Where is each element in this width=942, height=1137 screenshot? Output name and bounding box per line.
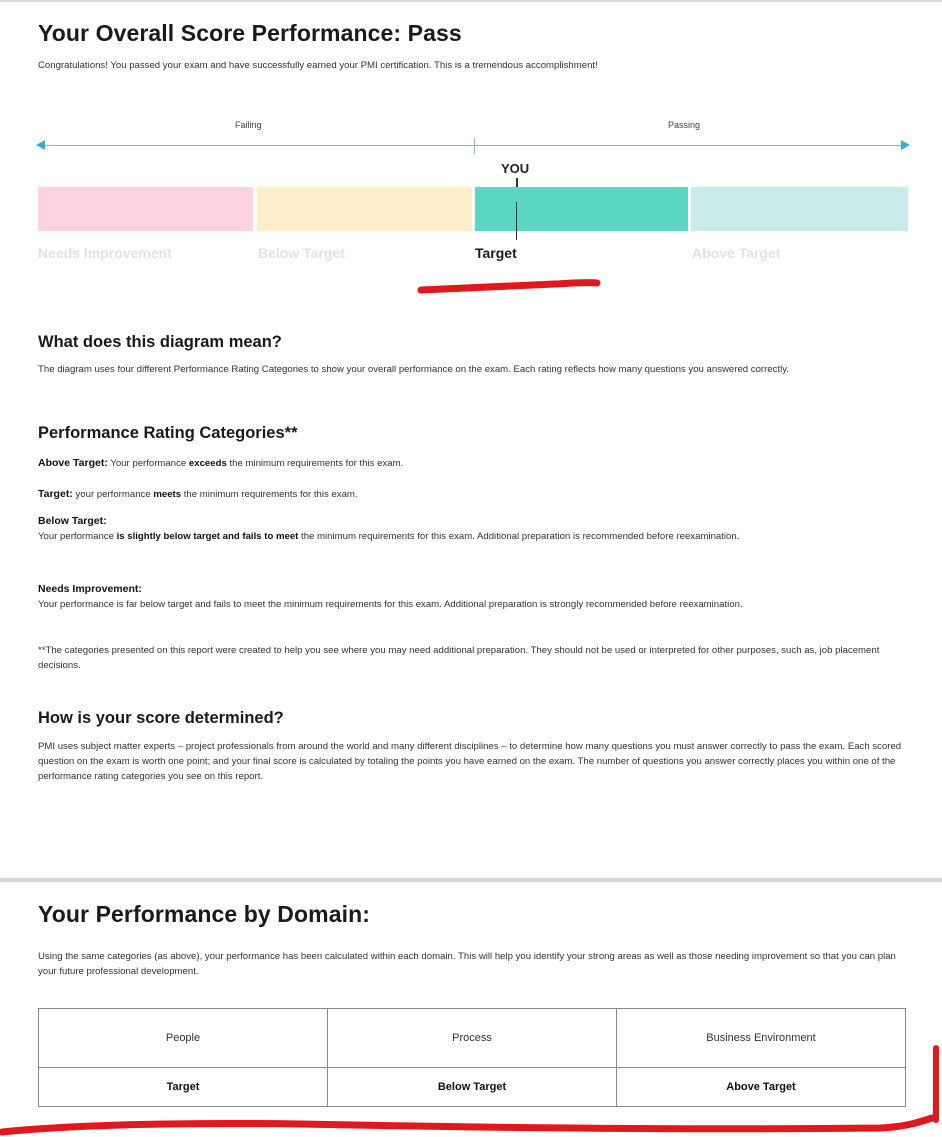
categories-footnote: **The categories presented on this report were created to help you see where you may need additional preparation. They should not be used or interpreted for other purposes, such as, job placement decisions. (38, 645, 880, 671)
category-text: the minimum requirements for this exam. (181, 489, 358, 500)
red-underline-annotation (415, 274, 605, 298)
category-text: Your performance is far below target and fails to meet the minimum requirements for this exam. Additional preparation is strongly recommended before reexamination. (38, 599, 743, 610)
category-text: Your performance (38, 531, 117, 542)
pass-threshold-tick (474, 138, 475, 154)
category-emphasis: meets (153, 489, 182, 500)
scale-line (44, 145, 902, 146)
you-marker-label: YOU (501, 161, 530, 176)
score-determined-heading: How is your score determined? (38, 709, 284, 727)
category-label: Target: (38, 488, 73, 500)
domain-result-process: Below Target (328, 1068, 617, 1107)
category-emphasis: exceeds (188, 458, 227, 469)
diagram-meaning-text: The diagram uses four different Performance Rating Categories to show your overall performance on the exam. Each rating reflects how many questions you answered correctly. (38, 364, 789, 375)
category-text: the minimum requirements for this exam. Additional preparation is recommended before reexamination. (298, 531, 740, 542)
category-above-target (38, 456, 908, 471)
domain-header-business-environment: Business Environment (617, 1009, 906, 1068)
category-text: your performance (72, 489, 154, 500)
domain-title: Your Performance by Domain: (38, 901, 371, 927)
band-label-below-target: Below Target (258, 245, 345, 261)
band-target (475, 187, 688, 231)
domain-result-business-environment: Above Target (617, 1068, 906, 1107)
score-determined-text: PMI uses subject matter experts – project professionals from around the world and many different disciplines – to determine how many questions you must answer correctly to pass the exam. Each scored question on the exam is worth one point; and your final score is calculated by totaling the points you have earned on the exam. The number of questions you answer correctly places you within one of the performance rating categories you see on this report. (38, 741, 902, 782)
category-text: the minimum requirements for this exam. (226, 458, 404, 469)
domain-result-people: Target (39, 1068, 328, 1107)
category-needs-improvement (38, 582, 908, 612)
diagram-meaning-heading: What does this diagram mean? (38, 333, 282, 351)
overall-title: Your Overall Score Performance: Pass (38, 20, 462, 46)
category-emphasis: is slightly below target and fails to meet (116, 531, 299, 542)
arrow-right-icon (901, 140, 910, 150)
category-target (38, 487, 908, 502)
section-divider (0, 878, 942, 882)
passing-label: Passing (668, 120, 701, 130)
arrow-left-icon (36, 140, 45, 150)
band-label-target: Target (475, 245, 517, 261)
band-label-needs-improvement: Needs Improvement (38, 245, 172, 261)
band-above-target (691, 187, 908, 231)
congrats-text: Congratulations! You passed your exam and have successfully earned your PMI certification. This is a tremendous accomplishment! (38, 60, 598, 71)
band-needs-improvement (38, 187, 253, 231)
categories-heading: Performance Rating Categories** (38, 424, 298, 442)
category-label: Below Target: (38, 515, 107, 527)
category-label: Needs Improvement: (38, 583, 142, 595)
domain-intro: Using the same categories (as above), your performance has been calculated within each domain. This will help you identify your strong areas as well as those needing improvement so that you can plan your future professional development. (38, 951, 896, 977)
domain-header-process: Process (328, 1009, 617, 1068)
category-label: Above Target: (38, 457, 108, 469)
top-divider (0, 0, 942, 2)
you-marker-line (516, 202, 517, 240)
band-below-target (257, 187, 472, 231)
red-bracket-annotation (0, 1040, 942, 1137)
failing-label: Failing (235, 120, 262, 130)
band-label-above-target: Above Target (692, 245, 781, 261)
category-below-target (38, 514, 908, 544)
category-text: Your performance (107, 458, 189, 469)
domain-header-people: People (39, 1009, 328, 1068)
